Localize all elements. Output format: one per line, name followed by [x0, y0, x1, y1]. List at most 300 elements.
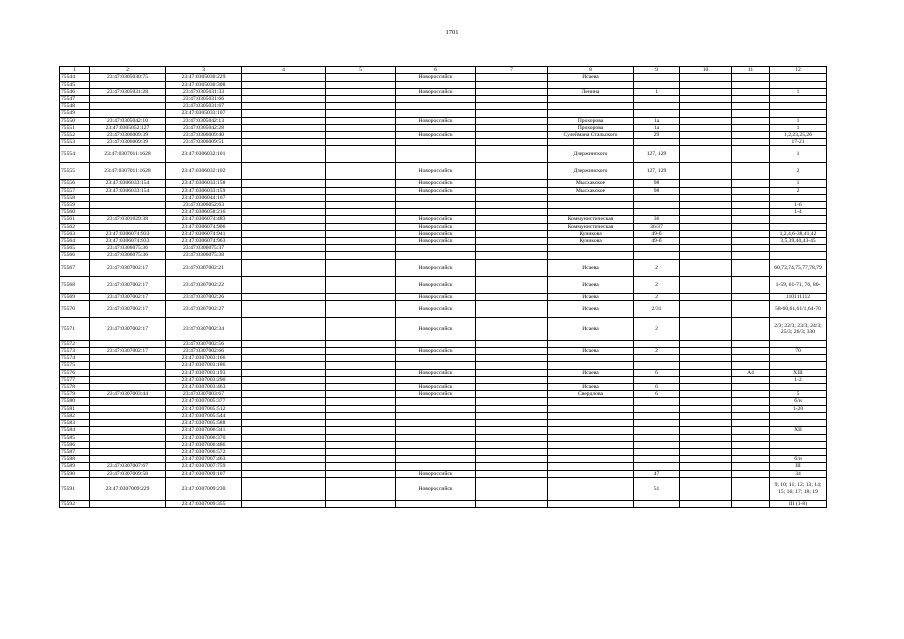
table-cell: 23:47:0305030:75 — [90, 74, 166, 81]
column-header: 11 — [732, 67, 770, 74]
table-cell: 75553 — [60, 139, 90, 146]
table-cell — [634, 376, 680, 383]
table-cell: 1 — [634, 88, 680, 95]
table-cell — [680, 317, 732, 340]
table-cell: 1,2,4,6-38,41,42 — [770, 230, 827, 237]
table-cell: 34 — [770, 470, 827, 477]
table-cell — [634, 194, 680, 201]
table-cell: 23:47:0307003:193 — [166, 369, 242, 376]
table-row — [60, 340, 827, 347]
table-cell — [242, 448, 326, 455]
table-cell: 75586 — [60, 441, 90, 448]
table-cell — [732, 146, 770, 163]
table-cell — [476, 146, 548, 163]
table-cell — [326, 194, 396, 201]
table-cell — [242, 427, 326, 434]
table-cell — [242, 252, 326, 259]
table-cell — [680, 146, 732, 163]
table-cell — [476, 202, 548, 209]
table-cell — [326, 74, 396, 81]
table-cell — [476, 384, 548, 391]
table-cell — [326, 317, 396, 340]
table-cell — [548, 96, 634, 103]
table-cell — [548, 376, 634, 383]
table-cell — [396, 340, 476, 347]
table-row — [60, 384, 827, 391]
table-cell: 75551 — [60, 124, 90, 131]
table-cell: 75578 — [60, 384, 90, 391]
header-row — [60, 67, 827, 74]
table-cell — [732, 441, 770, 448]
table-cell: 23:47:0307003:463 — [166, 384, 242, 391]
table-row — [60, 139, 827, 146]
table-cell — [770, 448, 827, 455]
table-cell — [396, 500, 476, 507]
table-cell: 36 — [634, 216, 680, 223]
table-cell — [326, 456, 396, 463]
table-cell — [396, 103, 476, 110]
table-cell — [396, 245, 476, 252]
table-cell — [396, 110, 476, 117]
table-cell: 75588 — [60, 456, 90, 463]
table-cell — [680, 355, 732, 362]
table-cell — [90, 202, 166, 209]
table-cell: 75547 — [60, 96, 90, 103]
table-cell — [90, 340, 166, 347]
table-row — [60, 74, 827, 81]
table-cell: 23:47:0306075:36 — [90, 245, 166, 252]
table-row — [60, 376, 827, 383]
table-cell — [732, 187, 770, 194]
table-cell — [732, 362, 770, 369]
table-cell — [242, 293, 326, 300]
table-cell — [396, 463, 476, 470]
table-cell — [732, 238, 770, 245]
table-cell — [680, 448, 732, 455]
column-header: 4 — [242, 67, 326, 74]
table-cell — [770, 194, 827, 201]
table-cell — [326, 355, 396, 362]
table-cell — [396, 456, 476, 463]
table-cell — [548, 456, 634, 463]
table-cell — [770, 110, 827, 117]
table-cell — [548, 81, 634, 88]
table-cell: 110111112 — [770, 293, 827, 300]
table-cell — [476, 74, 548, 81]
table-cell — [548, 398, 634, 405]
table-cell: 23:47:0307005:544 — [166, 412, 242, 419]
table-cell — [396, 420, 476, 427]
table-cell — [476, 81, 548, 88]
table-cell: Новороссийск — [396, 238, 476, 245]
table-cell — [476, 194, 548, 201]
table-cell: Новороссийск — [396, 216, 476, 223]
table-cell: 23:47:0305033:107 — [166, 110, 242, 117]
table-cell — [634, 355, 680, 362]
table-cell — [770, 362, 827, 369]
table-cell — [326, 139, 396, 146]
table-cell — [732, 340, 770, 347]
table-cell: 23:47:0305042:10 — [90, 117, 166, 124]
table-cell: 23:47:0306033:154 — [90, 187, 166, 194]
table-cell — [680, 209, 732, 216]
table-cell — [326, 96, 396, 103]
table-cell: б/н — [770, 456, 827, 463]
table-cell — [732, 391, 770, 398]
table-cell — [634, 96, 680, 103]
table-cell — [680, 376, 732, 383]
table-cell — [326, 434, 396, 441]
table-row — [60, 245, 827, 252]
table-cell — [732, 124, 770, 131]
table-cell — [732, 194, 770, 201]
table-cell: Прохорова — [548, 124, 634, 131]
table-cell — [396, 81, 476, 88]
column-header: 7 — [476, 67, 548, 74]
table-row — [60, 259, 827, 276]
table-cell — [396, 96, 476, 103]
table-cell — [242, 477, 326, 500]
table-cell: 75591 — [60, 477, 90, 500]
table-cell: 1,2,23,25,26 — [770, 132, 827, 139]
table-cell — [326, 293, 396, 300]
table-cell: 70 — [770, 348, 827, 355]
table-cell: 75561 — [60, 216, 90, 223]
table-cell — [242, 103, 326, 110]
table-cell: 29 — [634, 132, 680, 139]
table-cell: Новороссийск — [396, 369, 476, 376]
table-cell — [634, 427, 680, 434]
table-cell: 23:47:0307003:186 — [166, 362, 242, 369]
table-cell: 75581 — [60, 405, 90, 412]
table-row — [60, 163, 827, 180]
table-cell — [680, 88, 732, 95]
table-cell — [548, 448, 634, 455]
table-cell — [242, 96, 326, 103]
table-cell: 1 — [770, 180, 827, 187]
table-cell — [326, 441, 396, 448]
table-cell — [326, 180, 396, 187]
table-row — [60, 293, 827, 300]
table-cell — [680, 420, 732, 427]
table-cell — [680, 103, 732, 110]
table-cell — [396, 427, 476, 434]
table-cell — [680, 276, 732, 293]
table-cell: 23:47:0307002:56 — [166, 340, 242, 347]
table-cell — [476, 477, 548, 500]
table-cell: Новороссийск — [396, 384, 476, 391]
table-cell: 75582 — [60, 412, 90, 419]
table-cell — [680, 132, 732, 139]
table-cell — [326, 216, 396, 223]
table-cell: 75573 — [60, 348, 90, 355]
table-cell: 23:47:0306058:216 — [166, 209, 242, 216]
table-cell — [476, 132, 548, 139]
table-cell — [396, 448, 476, 455]
table-cell: 75560 — [60, 209, 90, 216]
table-cell — [732, 276, 770, 293]
table-cell — [90, 441, 166, 448]
table-row — [60, 463, 827, 470]
table-cell: Новороссийск — [396, 300, 476, 317]
table-cell — [242, 434, 326, 441]
table-cell: 23:47:0306009:51 — [166, 139, 242, 146]
table-cell: Новороссийск — [396, 132, 476, 139]
table-cell — [396, 441, 476, 448]
table-cell — [548, 202, 634, 209]
table-cell — [680, 384, 732, 391]
table-cell — [732, 355, 770, 362]
table-cell — [242, 369, 326, 376]
table-cell — [770, 340, 827, 347]
table-cell — [326, 223, 396, 230]
table-cell: 23:47:0305031:33 — [166, 88, 242, 95]
table-cell — [770, 216, 827, 223]
table-cell: 23:47:0305031:66 — [166, 96, 242, 103]
table-cell: 2 — [634, 293, 680, 300]
table-cell: Куникова — [548, 238, 634, 245]
table-cell: 75566 — [60, 252, 90, 259]
table-cell — [634, 448, 680, 455]
table-cell — [732, 259, 770, 276]
table-cell: III — [770, 463, 827, 470]
table-cell — [732, 245, 770, 252]
table-cell — [326, 110, 396, 117]
table-cell: А4 — [732, 369, 770, 376]
table-cell: 1-4 — [770, 209, 827, 216]
table-row — [60, 348, 827, 355]
table-row — [60, 252, 827, 259]
table-cell: Прохорова — [548, 117, 634, 124]
table-cell — [242, 88, 326, 95]
table-cell — [770, 245, 827, 252]
table-cell — [242, 132, 326, 139]
table-row — [60, 405, 827, 412]
table-cell — [680, 362, 732, 369]
table-cell — [476, 139, 548, 146]
table-cell: 23:47:0307007:759 — [166, 463, 242, 470]
table-cell: 23:47:0306032:101 — [166, 146, 242, 163]
table-cell — [732, 463, 770, 470]
table-cell — [634, 463, 680, 470]
column-header: 12 — [770, 67, 827, 74]
table-cell — [634, 412, 680, 419]
column-header: 8 — [548, 67, 634, 74]
table-cell: 23:47:0307002:21 — [166, 259, 242, 276]
table-cell — [680, 434, 732, 441]
column-header: 3 — [166, 67, 242, 74]
table-cell — [90, 412, 166, 419]
table-cell — [476, 470, 548, 477]
table-cell: 75579 — [60, 391, 90, 398]
table-cell: Новороссийск — [396, 230, 476, 237]
table-cell: Новороссийск — [396, 470, 476, 477]
table-cell: Куникова — [548, 230, 634, 237]
column-header: 6 — [396, 67, 476, 74]
table-cell — [326, 391, 396, 398]
table-cell: 2 — [634, 317, 680, 340]
column-header: 9 — [634, 67, 680, 74]
table-cell — [326, 238, 396, 245]
table-cell — [476, 163, 548, 180]
table-cell — [548, 209, 634, 216]
table-cell — [680, 163, 732, 180]
table-cell — [90, 420, 166, 427]
table-row — [60, 412, 827, 419]
table-cell: 23:47:0306009:40 — [166, 132, 242, 139]
table-cell: Новороссийск — [396, 276, 476, 293]
table-cell — [476, 276, 548, 293]
table-cell — [90, 81, 166, 88]
table-cell: 23:47:0306033:158 — [166, 180, 242, 187]
table-cell — [90, 384, 166, 391]
table-cell — [396, 355, 476, 362]
table-cell — [476, 293, 548, 300]
table-cell: Исаева — [548, 300, 634, 317]
table-cell: 2 — [634, 259, 680, 276]
table-cell: 127, 129 — [634, 163, 680, 180]
table-cell: 1-20 — [770, 405, 827, 412]
table-cell — [732, 163, 770, 180]
table-row — [60, 427, 827, 434]
table-cell — [326, 276, 396, 293]
table-cell: 75583 — [60, 420, 90, 427]
table-cell — [548, 405, 634, 412]
table-cell — [242, 245, 326, 252]
table-cell — [680, 348, 732, 355]
table-row — [60, 88, 827, 95]
table-cell: 49-б — [634, 238, 680, 245]
table-cell — [326, 376, 396, 383]
table-cell — [680, 398, 732, 405]
table-cell — [770, 252, 827, 259]
table-cell: 23:47:0306074:483 — [166, 216, 242, 223]
table-cell: 23:47:0307009:58 — [90, 470, 166, 477]
table-cell: 75587 — [60, 448, 90, 455]
table-cell — [732, 230, 770, 237]
table-cell — [770, 412, 827, 419]
table-cell — [242, 317, 326, 340]
table-cell: 17-21 — [770, 139, 827, 146]
table-cell: 2 — [634, 276, 680, 293]
table-cell: Новороссийск — [396, 163, 476, 180]
page-number: 1701 — [445, 29, 459, 36]
table-cell — [770, 384, 827, 391]
table-cell — [326, 420, 396, 427]
table-cell: 23:47:0307005:377 — [166, 398, 242, 405]
table-cell: 75580 — [60, 398, 90, 405]
table-cell — [326, 202, 396, 209]
table-cell — [476, 117, 548, 124]
table-cell — [476, 180, 548, 187]
table-cell: 23:47:0307009:107 — [166, 470, 242, 477]
table-cell: Новороссийск — [396, 477, 476, 500]
table-cell — [326, 470, 396, 477]
table-cell: 49-б — [634, 230, 680, 237]
table-cell: 3,5,39,40,43-45 — [770, 238, 827, 245]
table-body — [60, 74, 827, 508]
table-cell — [548, 110, 634, 117]
table-cell — [476, 434, 548, 441]
table-cell — [476, 355, 548, 362]
column-header: 1 — [60, 67, 90, 74]
table-cell — [242, 194, 326, 201]
table-cell — [326, 259, 396, 276]
table-cell — [476, 420, 548, 427]
table-cell — [476, 238, 548, 245]
table-row — [60, 500, 827, 507]
table-cell — [634, 245, 680, 252]
table-cell — [242, 110, 326, 117]
table-cell — [476, 259, 548, 276]
table-row — [60, 300, 827, 317]
table-cell: 1а — [634, 124, 680, 131]
table-cell — [476, 124, 548, 131]
table-cell — [680, 412, 732, 419]
table-cell: 75564 — [60, 238, 90, 245]
table-cell — [770, 441, 827, 448]
table-cell: 23:47:0307006:572 — [166, 448, 242, 455]
table-cell — [242, 163, 326, 180]
table-cell — [680, 216, 732, 223]
table-cell — [634, 456, 680, 463]
table-cell — [634, 103, 680, 110]
table-cell: 23:47:0305031:67 — [166, 103, 242, 110]
table-cell — [242, 300, 326, 317]
table-cell: 1а — [634, 117, 680, 124]
table-cell — [326, 146, 396, 163]
table-row — [60, 96, 827, 103]
table-cell — [680, 500, 732, 507]
table-row — [60, 355, 827, 362]
table-cell — [326, 230, 396, 237]
table-cell: Новороссийск — [396, 223, 476, 230]
table-cell: Исаева — [548, 259, 634, 276]
table-cell: 23:47:0307003:67 — [166, 391, 242, 398]
table-row — [60, 448, 827, 455]
table-cell — [476, 391, 548, 398]
table-row — [60, 456, 827, 463]
table-cell — [326, 362, 396, 369]
table-cell: 23:47:0307009:230 — [166, 477, 242, 500]
table-cell — [732, 81, 770, 88]
table-cell — [770, 223, 827, 230]
table-cell — [476, 398, 548, 405]
table-cell: 23:47:0307003:44 — [90, 391, 166, 398]
table-cell — [476, 230, 548, 237]
table-cell — [680, 238, 732, 245]
table-cell — [770, 420, 827, 427]
table-cell — [476, 88, 548, 95]
table-cell — [680, 230, 732, 237]
table-cell — [680, 391, 732, 398]
table-cell — [680, 463, 732, 470]
table-cell — [680, 187, 732, 194]
table-cell: 75546 — [60, 88, 90, 95]
table-cell — [634, 202, 680, 209]
table-cell — [476, 405, 548, 412]
table-cell — [680, 202, 732, 209]
table-cell: 23:47:0305030:308 — [166, 81, 242, 88]
table-cell: 23:47:0307009:229 — [90, 477, 166, 500]
table-cell — [548, 340, 634, 347]
table-cell — [326, 448, 396, 455]
table-cell — [242, 384, 326, 391]
table-cell — [242, 180, 326, 187]
table-cell: 75567 — [60, 259, 90, 276]
table-cell — [90, 500, 166, 507]
table-cell — [770, 103, 827, 110]
